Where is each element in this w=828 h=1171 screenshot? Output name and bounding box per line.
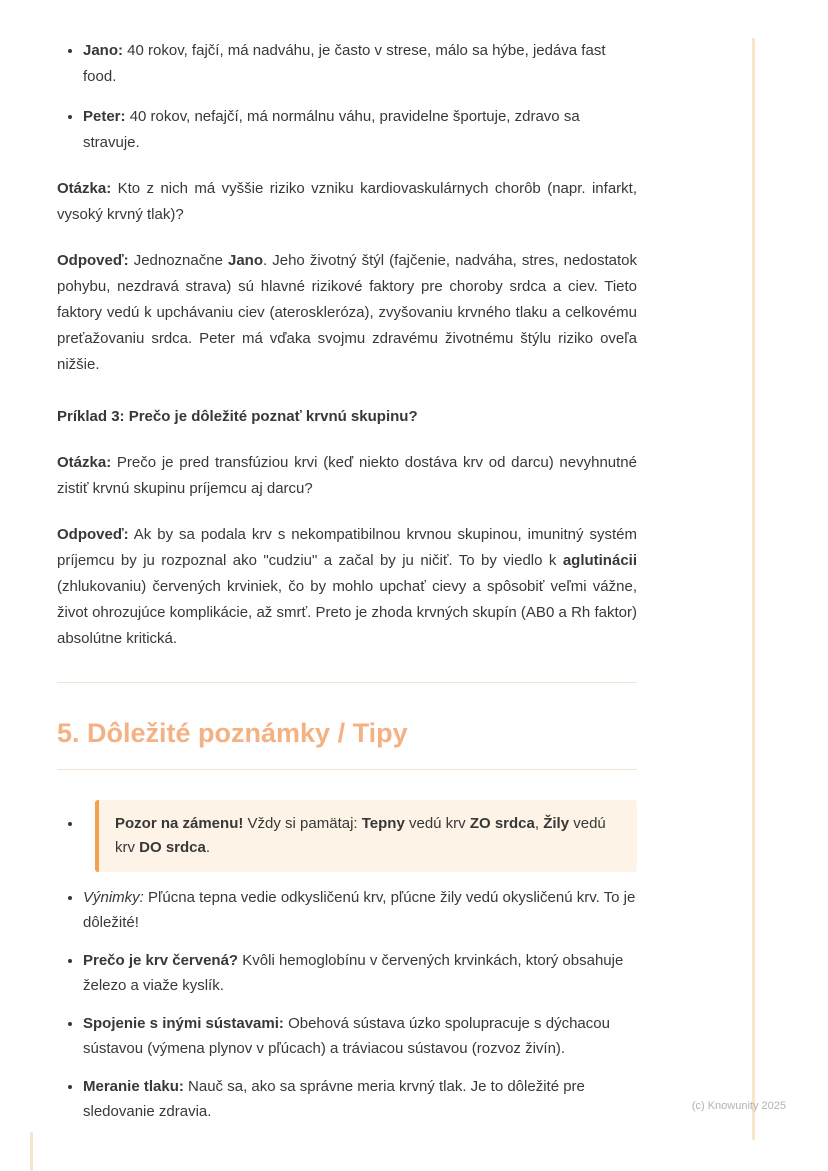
tip-item-blood-color [83, 948, 637, 998]
copyright-note: (c) Knowunity 2025 [691, 1100, 786, 1112]
tips-list [57, 800, 637, 1124]
list-item-jano [83, 38, 637, 90]
list-item-text: Jano: 40 rokov, fajčí, má nadváhu, je často v strese, málo sa hýbe, jedáva fast food. [83, 42, 606, 85]
tip-text: Meranie tlaku: Nauč sa, ako sa správne meria krvný tlak. Je to dôležité pre sledovanie zdravia. [83, 1078, 585, 1120]
warning-callout [95, 800, 637, 872]
tip-item-exceptions [83, 885, 637, 935]
section-5-title: 5. Dôležité poznámky / Tipy [57, 718, 408, 748]
page-border-right [752, 38, 755, 1140]
tip-item-pressure [83, 1074, 637, 1124]
question-1-paragraph: Otázka: Kto z nich má vyššie riziko vzniku kardiovaskulárnych chorôb (napr. infarkt, vysoký krvný tlak)? [57, 180, 637, 223]
tip-text: Výnimky: Pľúcna tepna vedie odkysličenú krv, pľúcne žily vedú okysličenú krv. To je dôležité! [83, 889, 636, 931]
question-2-paragraph: Otázka: Prečo je pred transfúziou krvi (keď niekto dostáva krv od darcu) nevyhnutné zistiť krvnú skupinu príjemcu aj darcu? [57, 454, 637, 497]
tip-item-systems [83, 1011, 637, 1061]
list-item-text: Peter: 40 rokov, nefajčí, má normálnu váhu, pravidelne športuje, zdravo sa stravuje. [83, 108, 580, 151]
callout-text: Pozor na zámenu! Vždy si pamätaj: Tepny vedú krv ZO srdca, Žily vedú krv DO srdca. [115, 815, 606, 856]
list-item-peter [83, 104, 637, 156]
tip-text: Prečo je krv červená? Kvôli hemoglobínu v červených krvinkách, ktorý obsahuje železo a viaže kyslík. [83, 952, 624, 994]
document-content [57, 38, 637, 1144]
example-case-list [57, 38, 637, 156]
answer-2-paragraph: Odpoveď: Ak by sa podala krv s nekompatibilnou krvnou skupinou, imunitný systém príjemcu by ju rozpoznal ako "cudziu" a začal by ju ničiť. To by viedlo k aglutinácii (zhlukovaniu) červených krviniek, čo by mohlo upchať cievy a spôsobiť veľmi vážne, život ohrozujúce komplikácie, až smrť. Preto je zhoda krvných skupín (AB0 a Rh faktor) absolútne kritická. [57, 526, 637, 647]
example-3-heading: Príklad 3: Prečo je dôležité poznať krvnú skupinu? [57, 408, 418, 425]
tip-text: Spojenie s inými sústavami: Obehová sústava úzko spolupracuje s dýchacou sústavou (výmena plynov v pľúcach) a tráviacou sústavou (rozvoz živín). [83, 1015, 610, 1057]
tip-item-callout [83, 800, 637, 872]
answer-1-paragraph: Odpoveď: Jednoznačne Jano. Jeho životný štýl (fajčenie, nadváha, stres, nedostatok pohybu, nezdravá strava) sú hlavné rizikové faktory pre choroby srdca a ciev. Tieto faktory vedú k upchávaniu ciev (ateroskleróza), zvyšovaniu krvného tlaku a celkovému preťažovaniu srdca. Peter má vďaka svojmu zdravému životnému štýlu riziko oveľa nižšie. [57, 252, 637, 373]
section-divider-top [57, 682, 637, 683]
section-divider-below-title [57, 769, 637, 770]
page-border-left [30, 1132, 33, 1171]
